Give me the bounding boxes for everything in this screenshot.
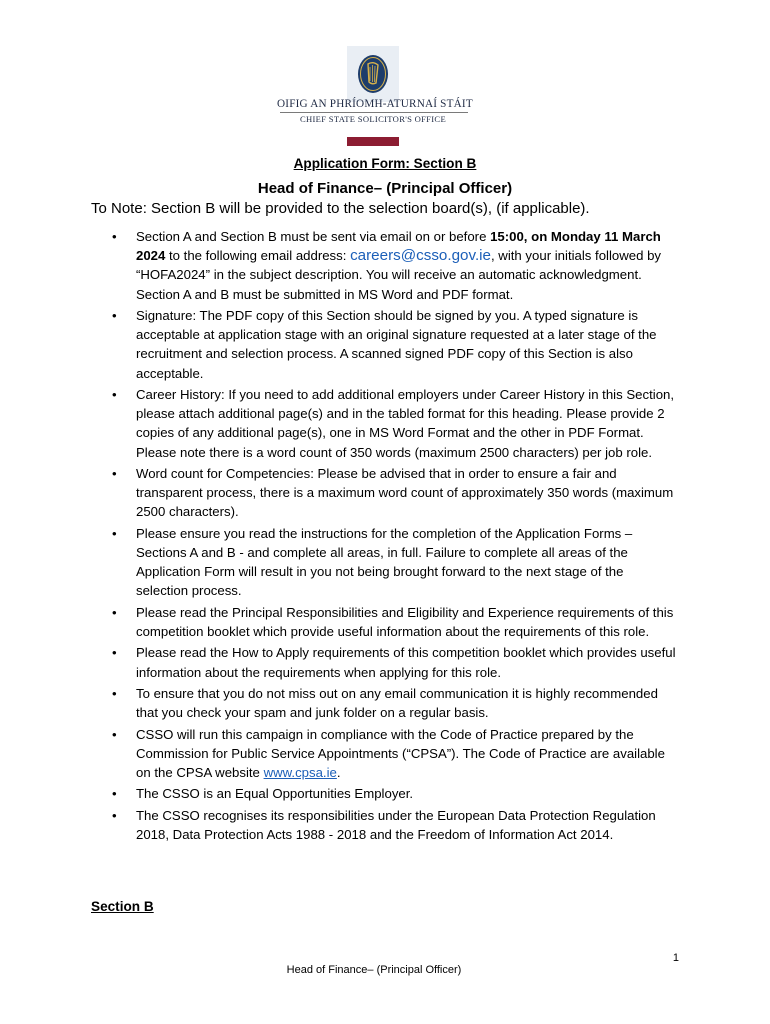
logo-english-name: CHIEF STATE SOLICITOR'S OFFICE — [299, 114, 447, 124]
email-link[interactable]: careers@csso.gov.ie — [350, 247, 491, 265]
section-b-heading: Section B — [91, 899, 154, 914]
list-item-cpsa — [136, 725, 676, 783]
deadline-text: 15:00, on Monday 11 March 2024 — [136, 229, 661, 264]
note-text: To Note: Section B will be provided to the selection board(s), (if applicable). — [91, 200, 590, 217]
logo-irish-name: OIFIG AN PHRÍOMH-ATURNAÍ STÁIT — [277, 98, 473, 110]
list-item-data-protection: • The CSSO recognises its responsibilities under the European Data Protection Regulation 2018, Data Protection Acts 1988 - 2018 and the Freedom of Information Act 2014. — [136, 806, 676, 844]
csso-logo — [277, 46, 473, 150]
cpsa-end: . — [336, 764, 341, 780]
page-title: Head of Finance– (Principal Officer) — [257, 180, 513, 197]
list-item-career-history: • Career History: If you need to add additional employers under Career History in this Section, please attach additional page(s) and in the tabled format for this heading. Please provide 2 copies of any additional page(s), one in MS Word Format and the other in PDF Format. Please note there is a word count of 350 words (maximum 2500 characters) per job role. — [136, 385, 676, 462]
page-footer: Head of Finance– (Principal Officer) — [286, 964, 462, 976]
harp-seal-icon — [356, 52, 390, 96]
list-item-how-to-apply: • Please read the How to Apply requirements of this competition booklet which provides useful information about the requirements when applying for this role. — [136, 643, 676, 681]
cpsa-link[interactable]: www.cpsa.ie — [263, 764, 337, 780]
list-item-instructions: • Please ensure you read the instructions for the completion of the Application Forms – Sections A and B - and complete all areas, in full. Failure to complete all areas of the Application Form will result in you not being brought forward to the next stage of the selection process. — [136, 524, 676, 601]
list-item-responsibilities: • Please read the Principal Responsibilities and Eligibility and Experience requirements of this competition booklet which provide useful information about the requirements of this role. — [136, 603, 676, 641]
submission-text-3: , with your initials followed by “HOFA2024” in the subject description. You will receive an automatic acknowledgment. Section A and B must be submitted in MS Word and PDF format. — [136, 248, 662, 302]
logo-accent-bar — [347, 137, 399, 146]
list-item-equal-opportunities: • The CSSO is an Equal Opportunities Employer. — [136, 784, 676, 803]
page-number: 1 — [672, 952, 679, 964]
instructions-list — [136, 227, 676, 846]
list-item-spam: • To ensure that you do not miss out on any email communication it is highly recommended that you check your spam and junk folder on a regular basis. — [136, 684, 676, 722]
list-item-word-count: • Word count for Competencies: Please be advised that in order to ensure a fair and transparent process, there is a maximum word count of approximately 350 words (maximum 2500 characters). — [136, 464, 676, 522]
cpsa-text: CSSO will run this campaign in compliance with the Code of Practice prepared by the Commission for Public Service Appointments (“CPSA”). The Code of Practice are available on the CPSA website — [136, 726, 665, 780]
logo-divider — [280, 112, 468, 113]
form-label: Application Form: Section B — [293, 156, 477, 171]
submission-text: Section A and Section B must be sent via email on or before — [136, 229, 491, 244]
submission-text-2: to the following email address: — [165, 248, 351, 264]
list-item-submission — [136, 227, 676, 304]
list-item-signature: • Signature: The PDF copy of this Section should be signed by you. A typed signature is acceptable at application stage with an original signature requested at a later stage of the recruitment and selection process. A scanned signed PDF copy of this Section is also acceptable. — [136, 306, 676, 383]
